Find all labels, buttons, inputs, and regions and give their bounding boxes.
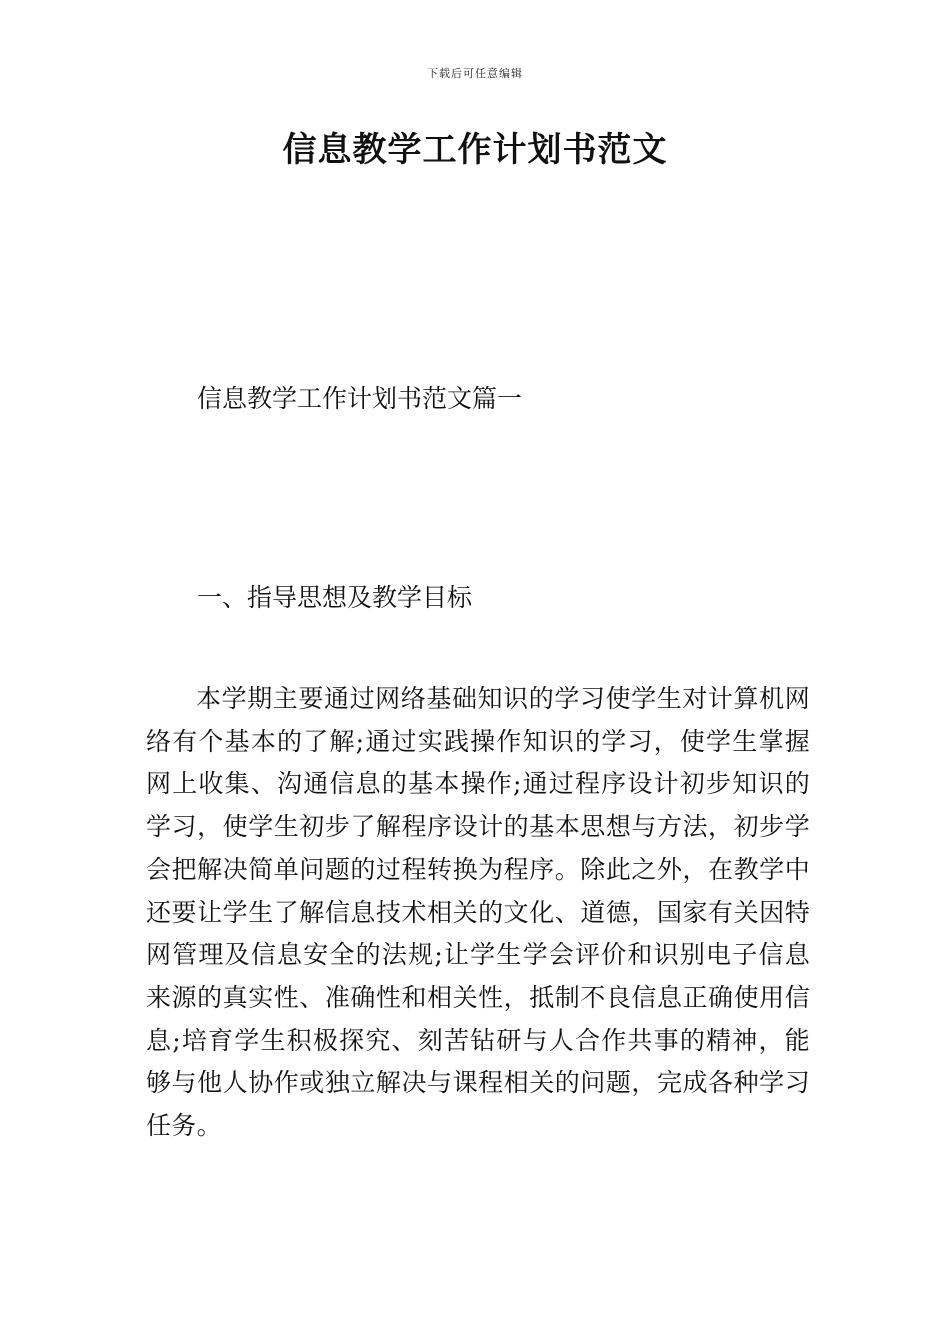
body-paragraph: 本学期主要通过网络基础知识的学习使学生对计算机网络有个基本的了解;通过实践操作知识的学习，使学生掌握网上收集、沟通信息的基本操作;通过程序设计初步知识的学习，使学生初步了解程序设计的基本思想与方法，初步学会把解决简单问题的过程转换为程序。除此之外，在教学中还要让学生了解信息技术相关的文化、道德，国家有关因特网管理及信息安全的法规;让学生学会评价和识别电子信息来源的真实性、准确性和相关性，抵制不良信息正确使用信息;培育学生积极探究、刻苦钻研与人合作共事的精神，能够与他人协作或独立解决与课程相关的问题，完成各种学习任务。 xyxy=(146,684,810,1141)
section-heading: 信息教学工作计划书范文篇一 xyxy=(197,384,523,413)
header-note: 下载后可任意编辑 xyxy=(427,67,523,80)
subheading: 一、指导思想及教学目标 xyxy=(197,583,473,612)
document-title: 信息教学工作计划书范文 xyxy=(282,130,668,170)
